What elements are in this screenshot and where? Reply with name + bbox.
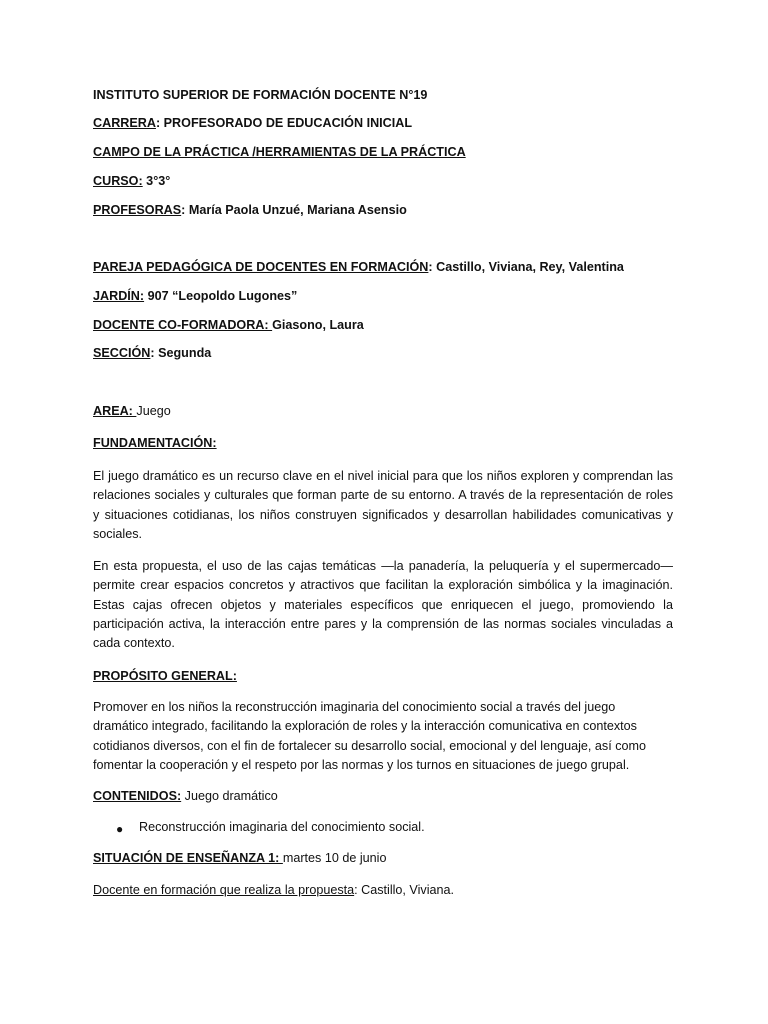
seccion-label: SECCIÓN: [93, 346, 151, 360]
docente-label: Docente en formación que realiza la propuesta: [93, 883, 355, 897]
profesoras-line: [93, 201, 673, 220]
proposito-heading-text: PROPÓSITO GENERAL:: [93, 669, 237, 683]
curso-value: 3°3°: [142, 174, 171, 188]
situacion-label: SITUACIÓN DE ENSEÑANZA 1:: [93, 851, 283, 865]
proposito-heading: [93, 667, 673, 686]
coformadora-label: DOCENTE CO-FORMADORA:: [93, 318, 273, 332]
situacion-line: [93, 849, 673, 868]
docente-value: : Castillo, Viviana.: [354, 883, 455, 897]
area-line: [93, 402, 673, 421]
contenidos-bullet-item: Reconstrucción imaginaria del conocimiento social.: [139, 820, 425, 834]
seccion-value: : Segunda: [150, 346, 212, 360]
pareja-value: : Castillo, Viviana, Rey, Valentina: [428, 260, 624, 274]
proposito-paragraph: Promover en los niños la reconstrucción imaginaria del conocimiento social a través del juego dramático integrado, facilitando la exploración de roles y la interacción comunicativa en contextos cotidianos diversos, con el fin de fortalecer su desarrollo social, emocional y del lenguaje, así como fomentar la cooperación y el respeto por las normas y los turnos en situaciones de juego grupal.: [93, 700, 647, 772]
contenidos-value: Juego dramático: [181, 789, 278, 803]
bullet-dot-icon: ●: [116, 822, 124, 836]
carrera-label: CARRERA: [93, 116, 156, 130]
seccion-line: [93, 344, 673, 363]
pareja-line: [93, 258, 673, 277]
area-value: Juego: [136, 404, 171, 418]
contenidos-line: [93, 787, 673, 806]
profesoras-value: : María Paola Unzué, Mariana Asensio: [181, 203, 407, 217]
contenidos-label: CONTENIDOS:: [93, 789, 182, 803]
campo-line: [93, 143, 673, 162]
fundamentacion-heading: [93, 434, 673, 453]
carrera-value: : PROFESORADO DE EDUCACIÓN INICIAL: [155, 116, 413, 130]
fundamentacion-heading-text: FUNDAMENTACIÓN:: [93, 436, 217, 450]
curso-label: CURSO:: [93, 174, 143, 188]
campo-text: CAMPO DE LA PRÁCTICA /HERRAMIENTAS DE LA PRÁCTICA: [93, 145, 466, 159]
area-label: AREA:: [93, 404, 137, 418]
institute-title: [93, 86, 673, 105]
pareja-label: PAREJA PEDAGÓGICA DE DOCENTES EN FORMACIÓN: [93, 260, 429, 274]
curso-line: [93, 172, 673, 191]
coformadora-line: [93, 316, 673, 335]
institute-title-text: INSTITUTO SUPERIOR DE FORMACIÓN DOCENTE N°19: [93, 88, 428, 102]
docente-line: [93, 881, 673, 900]
jardin-label: JARDÍN:: [93, 289, 145, 303]
coformadora-value: Giasono, Laura: [272, 318, 364, 332]
carrera-line: [93, 114, 673, 133]
situacion-value: martes 10 de junio: [282, 851, 387, 865]
jardin-line: [93, 287, 673, 306]
jardin-value: 907 “Leopoldo Lugones”: [144, 289, 298, 303]
fundamentacion-paragraph-1: El juego dramático es un recurso clave en el nivel inicial para que los niños exploren y comprendan las relaciones sociales y culturales que forman parte de su entorno. A través de la representación de roles y situaciones cotidianas, los niños construyen significados y desarrollan habilidades comunicativas y sociales.: [93, 469, 673, 541]
profesoras-label: PROFESORAS: [93, 203, 182, 217]
fundamentacion-paragraph-2: En esta propuesta, el uso de las cajas temáticas —la panadería, la peluquería y el supermercado— permite crear espacios concretos y atractivos que facilitan la exploración simbólica y la imaginación. Estas cajas ofrecen objetos y materiales específicos que enriquecen el juego, promoviendo la participación activa, la interacción entre pares y la comprensión de las normas sociales vinculadas a cada contexto.: [93, 559, 673, 651]
